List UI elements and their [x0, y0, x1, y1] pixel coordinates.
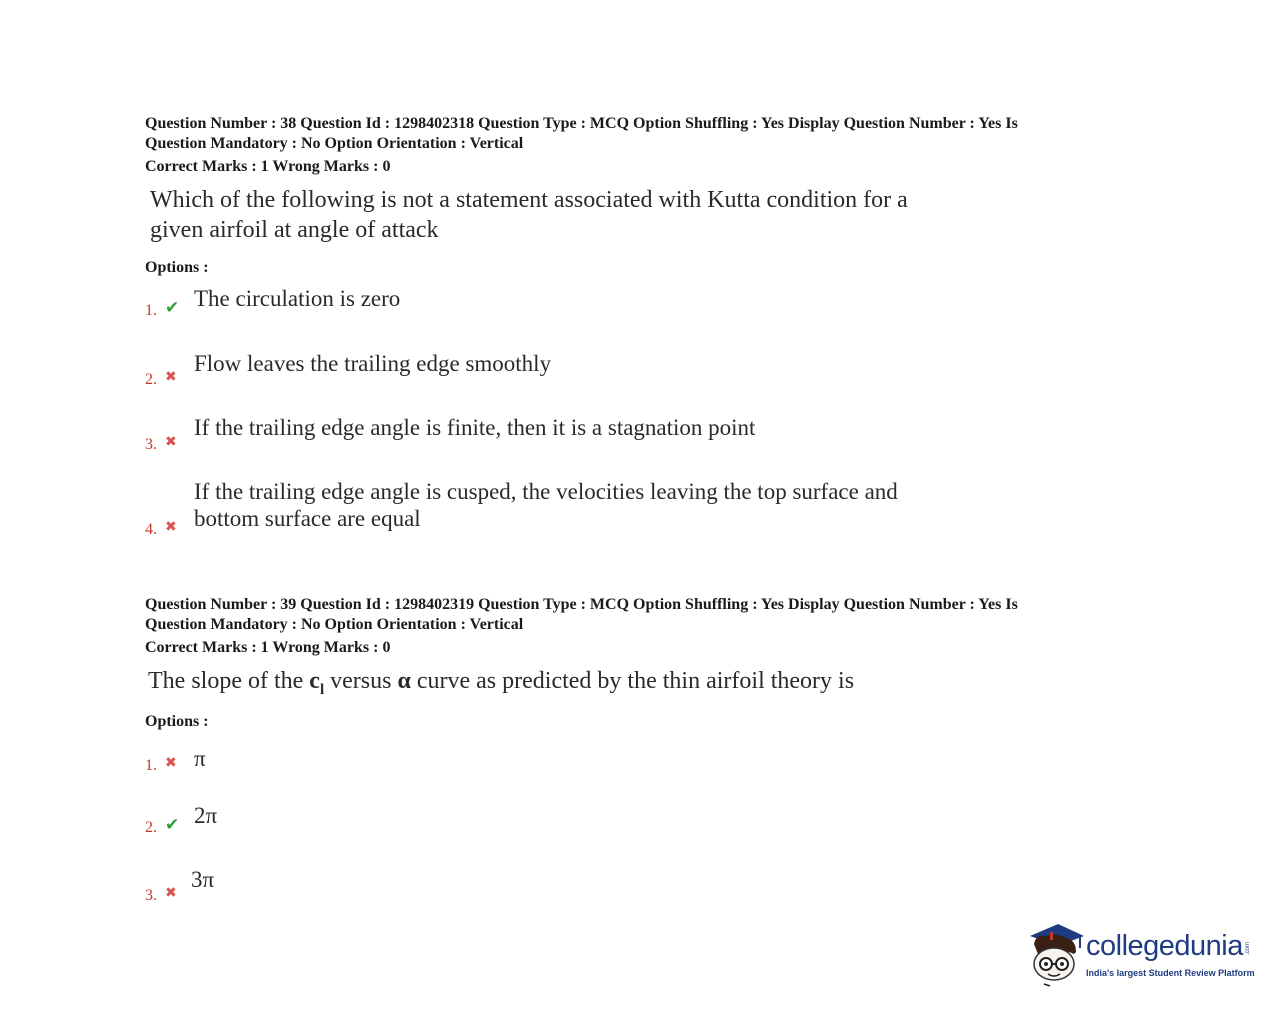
option-text-line-2: bottom surface are equal — [194, 506, 421, 531]
option-number: 4. — [145, 521, 157, 538]
option-text: 3π — [191, 867, 215, 892]
option-text — [194, 478, 898, 532]
meta-line-2: Question Mandatory : No Option Orientation : Vertical — [145, 135, 524, 152]
question-text-part: versus — [324, 668, 398, 694]
collegedunia-logo — [1026, 918, 1256, 990]
option-number: 1. — [145, 302, 157, 319]
option-number: 3. — [145, 887, 157, 904]
logo-tagline: India's largest Student Review Platform — [1086, 968, 1255, 978]
symbol-subscript: l — [319, 681, 325, 698]
question-text — [148, 666, 854, 705]
cross-icon: ✖ — [165, 435, 177, 450]
question-meta — [145, 595, 1105, 635]
option-number: 2. — [145, 819, 157, 836]
option-text: Flow leaves the trailing edge smoothly — [194, 351, 552, 376]
check-icon: ✔ — [165, 298, 180, 317]
option-number: 2. — [145, 371, 157, 388]
option-text: π — [194, 746, 206, 771]
meta-line-2: Question Mandatory : No Option Orientation : Vertical — [145, 616, 524, 633]
question-text-part: The slope of the — [148, 668, 310, 694]
logo-domain: .com — [1245, 942, 1251, 956]
option-text: If the trailing edge angle is finite, then it is a stagnation point — [194, 415, 756, 440]
cross-icon: ✖ — [165, 520, 177, 535]
mascot-icon — [1026, 918, 1086, 990]
option-number: 1. — [145, 757, 157, 774]
check-icon: ✔ — [165, 815, 180, 834]
option-text: The circulation is zero — [194, 286, 401, 311]
option-text: 2π — [194, 803, 218, 828]
meta-line-1: Question Number : 39 Question Id : 1298402319 Question Type : MCQ Option Shuffling : Yes Display Question Number : Yes Is — [145, 596, 1018, 613]
question-meta — [145, 114, 1105, 154]
question-text-line-2: given airfoil at angle of attack — [150, 217, 439, 243]
option-number: 3. — [145, 436, 157, 453]
cross-icon: ✖ — [165, 886, 177, 901]
options-label: Options : — [145, 259, 209, 276]
symbol-c: c — [309, 668, 320, 694]
question-text — [150, 185, 908, 245]
marks-line: Correct Marks : 1 Wrong Marks : 0 — [145, 639, 391, 656]
cross-icon: ✖ — [165, 370, 177, 385]
cross-icon: ✖ — [165, 756, 177, 771]
symbol-alpha: α — [397, 668, 411, 694]
question-text-line-1: Which of the following is not a statement associated with Kutta condition for a — [150, 187, 908, 213]
option-text-line-1: If the trailing edge angle is cusped, the velocities leaving the top surface and — [194, 479, 898, 504]
logo-name: collegedunia — [1086, 930, 1243, 962]
meta-line-1: Question Number : 38 Question Id : 1298402318 Question Type : MCQ Option Shuffling : Yes Display Question Number : Yes Is — [145, 115, 1018, 132]
question-text-part: curve as predicted by the thin airfoil theory is — [410, 668, 855, 694]
options-label: Options : — [145, 713, 209, 730]
marks-line: Correct Marks : 1 Wrong Marks : 0 — [145, 158, 391, 175]
